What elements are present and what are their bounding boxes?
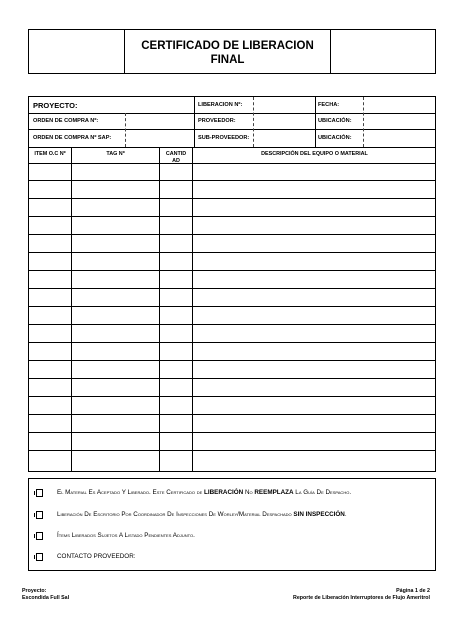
col-header-item: ITEM O.C Nº [34, 151, 66, 157]
statement-liberacion-escritorio: Liberación De Escritorio Por Coordinador De Inspecciones De Worley/Material Despachado SIN INSPECCIÓN. [57, 511, 347, 518]
table-header-bottom [29, 163, 435, 164]
info-row-line-2 [29, 129, 435, 130]
label-proveedor: PROVEEDOR: [198, 118, 236, 124]
label-orden-compra-sap: ORDEN DE COMPRA Nº SAP: [33, 135, 112, 141]
table-row-line [29, 270, 435, 271]
info-col-dash-2 [363, 97, 364, 147]
footer-left [22, 588, 69, 602]
label-subproveedor: SUB-PROVEEDOR: [198, 135, 250, 141]
label-ubicacion-1: UBICACIÓN: [318, 118, 352, 124]
table-row-line [29, 450, 435, 451]
statements-box [28, 478, 436, 571]
checkbox-contacto[interactable] [36, 553, 43, 561]
table-row-line [29, 180, 435, 181]
table-row-line [29, 360, 435, 361]
label-orden-compra: ORDEN DE COMPRA Nº: [33, 118, 99, 124]
title-line-1: CERTIFICADO DE LIBERACION [141, 40, 314, 52]
table-col-line-1 [71, 147, 72, 471]
table-row-line [29, 432, 435, 433]
checkbox-pendientes[interactable] [36, 532, 43, 540]
info-row-line-1 [29, 113, 435, 114]
table-col-line-2 [159, 147, 160, 471]
checkbox-aceptado[interactable] [36, 489, 43, 497]
statement-contacto: CONTACTO PROVEEDOR: [57, 553, 136, 560]
table-row-line [29, 234, 435, 235]
title-line-2: FINAL [210, 54, 245, 66]
footer-report-title: Reporte de Liberación Interruptores de Flujo Ameritrol [293, 595, 430, 601]
table-row-line [29, 198, 435, 199]
table-row-line [29, 378, 435, 379]
footer-right [293, 588, 430, 602]
footer-project-name: Escondida Full Sal [22, 595, 70, 601]
header-box [28, 29, 436, 74]
col-header-tag: TAG Nº [106, 151, 125, 157]
label-liberacion: LIBERACION Nº: [198, 102, 243, 108]
info-col-dash-1 [253, 97, 254, 147]
label-proyecto: PROYECTO: [33, 101, 78, 110]
col-header-descripcion: DESCRIPCIÓN DEL EQUIPO O MATERIAL [261, 151, 368, 157]
footer-page-number: Página 1 de 2 [396, 588, 430, 594]
table-row-line [29, 216, 435, 217]
footer-project-label: Proyecto: [22, 588, 47, 594]
info-row-line-3 [29, 147, 435, 148]
table-row-line [29, 306, 435, 307]
statement-pendientes: Ítems Liberados Sujetos A Listado Pendientes Adjunto. [57, 532, 195, 539]
header-divider-right [330, 30, 331, 73]
statement-aceptado: El Material Es Aceptado Y Liberado. Este Certificado de LIBERACIÓN No REEMPLAZA La Guía De Despacho. [57, 489, 352, 496]
form-box [28, 96, 436, 472]
label-ubicacion-2: UBICACIÓN: [318, 135, 352, 141]
table-row-line [29, 324, 435, 325]
table-row-line [29, 414, 435, 415]
col-header-cantidad: CANTID AD [165, 151, 187, 164]
label-fecha: FECHA: [318, 102, 340, 108]
checkbox-liberacion-escritorio[interactable] [36, 511, 43, 519]
table-col-line-3 [192, 147, 193, 471]
info-col-dash-3 [125, 113, 126, 147]
table-row-line [29, 288, 435, 289]
table-row-line [29, 342, 435, 343]
table-row-line [29, 396, 435, 397]
table-row-line [29, 252, 435, 253]
info-col-line-1 [194, 97, 195, 147]
info-col-line-2 [315, 97, 316, 147]
